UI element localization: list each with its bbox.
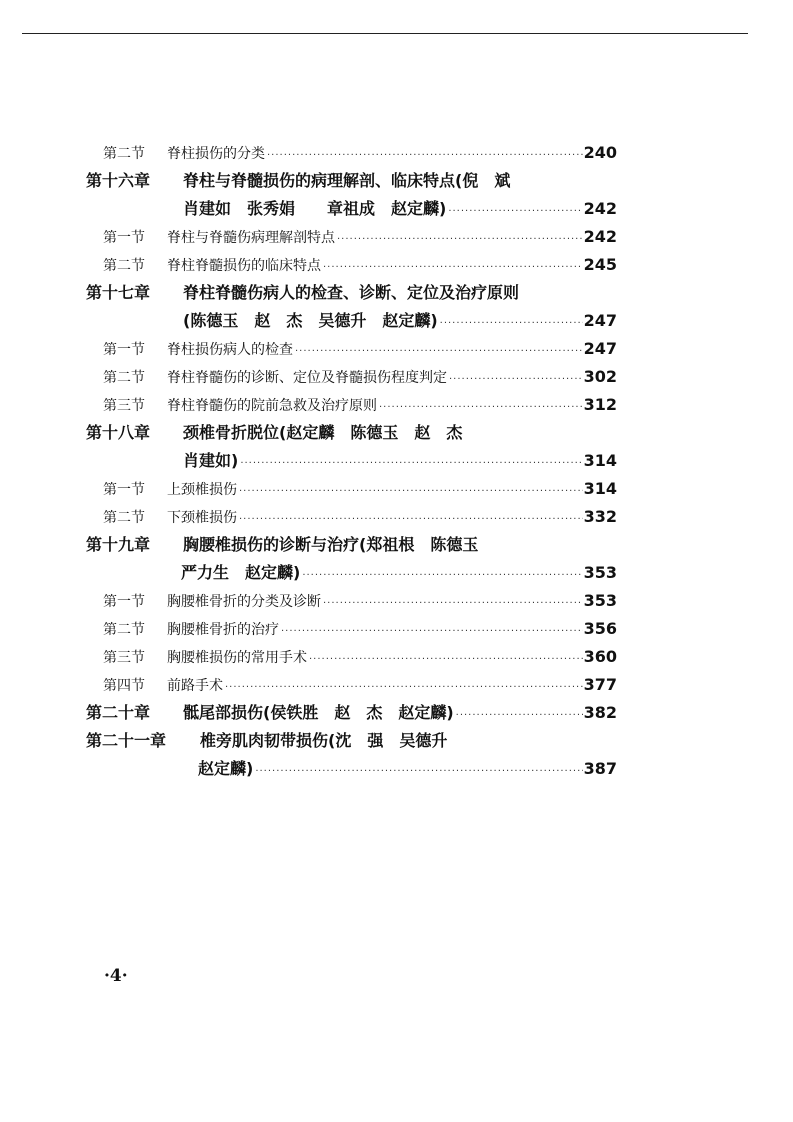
- toc-entry[interactable]: [103, 593, 617, 609]
- dot-leader: [240, 459, 582, 469]
- entry-title: 前路手术: [167, 678, 223, 694]
- entry-page: 245: [583, 255, 617, 274]
- toc-entry[interactable]: [103, 481, 617, 497]
- page-number: ·4·: [104, 966, 128, 986]
- entry-title: 脊柱脊髓伤的诊断、定位及脊髓损伤程度判定: [167, 370, 447, 386]
- entry-page: 382: [583, 703, 617, 722]
- entry-page: 247: [583, 339, 617, 358]
- entry-title: 脊柱脊髓伤的院前急救及治疗原则: [167, 398, 377, 414]
- dot-leader: [295, 347, 583, 357]
- entry-page: 377: [583, 675, 617, 694]
- chapter-title: 脊柱与脊髓损伤的病理解剖、临床特点(倪 斌: [183, 171, 511, 190]
- chapter-title: 脊柱脊髓伤病人的检查、诊断、定位及治疗原则: [183, 283, 520, 302]
- entry-label: 第二节: [103, 370, 145, 386]
- dot-leader: [323, 263, 583, 273]
- entry-page: 332: [583, 507, 617, 526]
- chapter-authors: 肖建如): [183, 451, 239, 470]
- dot-leader: [281, 627, 583, 637]
- toc-chapter[interactable]: [86, 705, 617, 721]
- chapter-authors: 肖建如 张秀娟 章祖成 赵定麟): [183, 199, 447, 218]
- entry-page: 314: [583, 451, 617, 470]
- dot-leader: [302, 571, 582, 581]
- entry-title: 胸腰椎骨折的治疗: [167, 622, 279, 638]
- toc-chapter[interactable]: [86, 285, 519, 301]
- toc-entry[interactable]: [103, 677, 617, 693]
- entry-title: 下颈椎损伤: [167, 510, 237, 526]
- toc-entry[interactable]: [103, 341, 617, 357]
- entry-page: 360: [583, 647, 617, 666]
- entry-page: 240: [583, 143, 617, 162]
- entry-label: 第二节: [103, 622, 145, 638]
- toc-entry[interactable]: [103, 621, 617, 637]
- chapter-label: 第十六章: [86, 171, 151, 190]
- entry-page: 312: [583, 395, 617, 414]
- entry-title: 胸腰椎骨折的分类及诊断: [167, 594, 321, 610]
- toc-chapter-cont[interactable]: [183, 201, 617, 217]
- entry-label: 第二节: [103, 146, 145, 162]
- entry-title: 胸腰椎损伤的常用手术: [167, 650, 307, 666]
- entry-title: 脊柱损伤病人的检查: [167, 342, 293, 358]
- toc-entry[interactable]: [103, 397, 617, 413]
- chapter-authors: 赵定麟): [198, 759, 254, 778]
- chapter-label: 第十七章: [86, 283, 151, 302]
- entry-page: 356: [583, 619, 617, 638]
- chapter-label: 第二十一章: [86, 731, 167, 750]
- entry-page: 302: [583, 367, 617, 386]
- chapter-title: 颈椎骨折脱位(赵定麟 陈德玉 赵 杰: [183, 423, 463, 442]
- entry-page: 242: [583, 227, 617, 246]
- entry-label: 第三节: [103, 398, 145, 414]
- dot-leader: [255, 767, 582, 777]
- entry-page: 314: [583, 479, 617, 498]
- entry-title: 脊柱与脊髓伤病理解剖特点: [167, 230, 335, 246]
- chapter-title: 胸腰椎损伤的诊断与治疗(郑祖根 陈德玉: [183, 535, 479, 554]
- dot-leader: [225, 683, 583, 693]
- dot-leader: [448, 207, 582, 217]
- toc-entry[interactable]: [103, 369, 617, 385]
- chapter-label: 第十九章: [86, 535, 151, 554]
- dot-leader: [239, 487, 583, 497]
- entry-label: 第一节: [103, 342, 145, 358]
- toc-chapter-cont[interactable]: [198, 761, 617, 777]
- toc-entry[interactable]: [103, 257, 617, 273]
- entry-page: 353: [583, 591, 617, 610]
- toc-entry[interactable]: [103, 229, 617, 245]
- chapter-title: 椎旁肌肉韧带损伤(沈 强 吴德升: [200, 731, 448, 750]
- dot-leader: [456, 711, 583, 721]
- toc-entry[interactable]: [103, 649, 617, 665]
- toc-chapter[interactable]: [86, 733, 447, 749]
- toc-chapter[interactable]: [86, 173, 510, 189]
- dot-leader: [440, 319, 583, 329]
- dot-leader: [267, 151, 583, 161]
- entry-label: 第三节: [103, 650, 145, 666]
- chapter-title: 骶尾部损伤(侯铁胜 赵 杰 赵定麟): [183, 703, 454, 722]
- entry-page: 242: [583, 199, 617, 218]
- toc-chapter-cont[interactable]: [183, 313, 617, 329]
- entry-label: 第一节: [103, 594, 145, 610]
- entry-page: 387: [583, 759, 617, 778]
- chapter-label: 第二十章: [86, 703, 151, 722]
- chapter-authors: 严力生 赵定麟): [181, 563, 301, 582]
- entry-label: 第四节: [103, 678, 145, 694]
- entry-page: 353: [583, 563, 617, 582]
- toc-chapter[interactable]: [86, 537, 478, 553]
- entry-label: 第一节: [103, 230, 145, 246]
- toc-chapter-cont[interactable]: [181, 565, 617, 581]
- dot-leader: [239, 515, 583, 525]
- chapter-authors: (陈德玉 赵 杰 吴德升 赵定麟): [183, 311, 438, 330]
- toc-chapter-cont[interactable]: [183, 453, 617, 469]
- entry-title: 上颈椎损伤: [167, 482, 237, 498]
- dot-leader: [309, 655, 583, 665]
- entry-page: 247: [583, 311, 617, 330]
- entry-label: 第二节: [103, 510, 145, 526]
- chapter-label: 第十八章: [86, 423, 151, 442]
- toc-chapter[interactable]: [86, 425, 462, 441]
- entry-label: 第二节: [103, 258, 145, 274]
- dot-leader: [323, 599, 583, 609]
- dot-leader: [449, 375, 583, 385]
- entry-title: 脊柱脊髓损伤的临床特点: [167, 258, 321, 274]
- entry-title: 脊柱损伤的分类: [167, 146, 265, 162]
- toc-entry[interactable]: [103, 145, 617, 161]
- dot-leader: [379, 403, 583, 413]
- toc-entry[interactable]: [103, 509, 617, 525]
- dot-leader: [337, 235, 583, 245]
- entry-label: 第一节: [103, 482, 145, 498]
